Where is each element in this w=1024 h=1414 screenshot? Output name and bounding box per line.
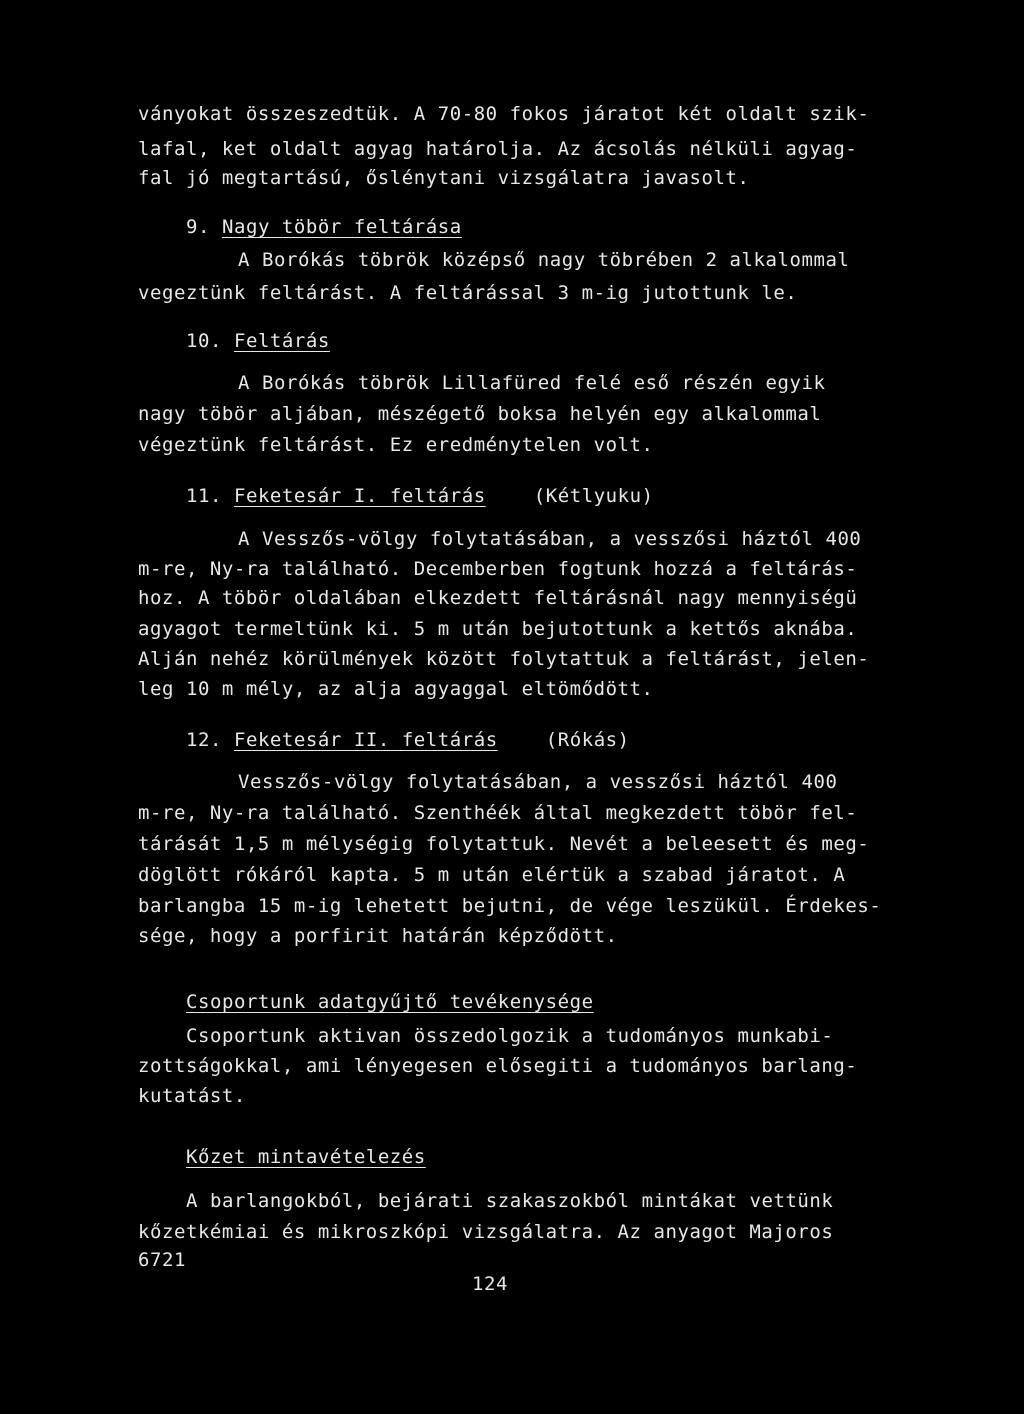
text-line: nagy töbör aljában, mészégető boksa helyén egy alkalommal	[138, 403, 822, 425]
section-title: Feketesár I. feltárás	[233, 485, 486, 507]
page-number: 124	[472, 1273, 508, 1295]
text-line: kőzetkémiai és mikroszkópi vizsgálatra. Az anyagot Majoros	[138, 1221, 834, 1243]
text-line: Csoportunk aktivan összedolgozik a tudományos munkabi-	[186, 1025, 834, 1047]
text-line: lafal, ket oldalt agyag határolja. Az ácsolás nélküli agyag-	[138, 138, 858, 160]
text-line: kutatást.	[138, 1085, 246, 1107]
document-code: 6721	[138, 1249, 186, 1271]
section-11-heading	[186, 484, 654, 508]
section-number: 11.	[186, 485, 222, 507]
text-line: Alján nehéz körülmények között folytattuk a feltárást, jelen-	[138, 648, 870, 670]
section-12-heading	[186, 728, 630, 752]
section-number: 10.	[186, 330, 222, 352]
text-line: A barlangokból, bejárati szakaszokból mintákat vettünk	[186, 1190, 834, 1212]
section-9-heading	[186, 215, 462, 239]
text-line: döglött rókáról kapta. 5 m után elértük a szabad járatot. A	[138, 864, 846, 886]
text-line: sége, hogy a porfirit határán képződött.	[138, 925, 618, 947]
text-line: zottságokkal, ami lényegesen elősegiti a tudományos barlang-	[138, 1055, 858, 1077]
text-line: A Borókás töbrök Lillafüred felé eső részén egyik	[238, 372, 826, 394]
section-aside: (Kétlyuku)	[533, 485, 654, 507]
section-title: Feltárás	[233, 330, 330, 352]
text-line: A Borókás töbrök középső nagy töbrében 2 alkalommal	[238, 249, 850, 271]
text-line: tárását 1,5 m mélységig folytattuk. Nevét a beleesett és meg-	[138, 833, 870, 855]
text-line: vegeztünk feltárást. A feltárással 3 m-ig jutottunk le.	[138, 282, 798, 304]
text-line: m-re, Ny-ra található. Decemberben fogtunk hozzá a feltárás-	[138, 558, 858, 580]
text-line: agyagot termeltünk ki. 5 m után bejutottunk a kettős aknába.	[138, 618, 858, 640]
text-line: barlangba 15 m-ig lehetett bejutni, de vége leszükül. Érdekes-	[138, 895, 882, 917]
section-number: 12.	[186, 729, 222, 751]
section-aside: (Rókás)	[545, 729, 630, 751]
text-line: leg 10 m mély, az alja agyaggal eltömődött.	[138, 678, 654, 700]
section-title: Feketesár II. feltárás	[233, 729, 498, 751]
section-number: 9.	[186, 216, 210, 238]
text-line: ványokat összeszedtük. A 70-80 fokos járatot két oldalt szik-	[138, 103, 870, 125]
text-line: fal jó megtartású, őslénytani vizsgálatra javasolt.	[138, 167, 750, 189]
text-line: m-re, Ny-ra található. Szenthéék által megkezdett töbör fel-	[138, 802, 858, 824]
text-line: végeztünk feltárást. Ez eredménytelen volt.	[138, 434, 654, 456]
text-line: hoz. A töbör oldalában elkezdett feltárásnál nagy mennyiségü	[138, 587, 858, 609]
text-line: Vesszős-völgy folytatásában, a vesszősi háztól 400	[238, 771, 838, 793]
text-line: A Vesszős-völgy folytatásában, a vesszősi háztól 400	[238, 528, 862, 550]
section-title: Nagy töbör feltárása	[221, 216, 462, 238]
section-10-heading	[186, 329, 330, 353]
rock-sampling-heading: Kőzet mintavételezés	[186, 1146, 426, 1168]
group-activity-heading: Csoportunk adatgyűjtő tevékenysége	[186, 991, 594, 1013]
